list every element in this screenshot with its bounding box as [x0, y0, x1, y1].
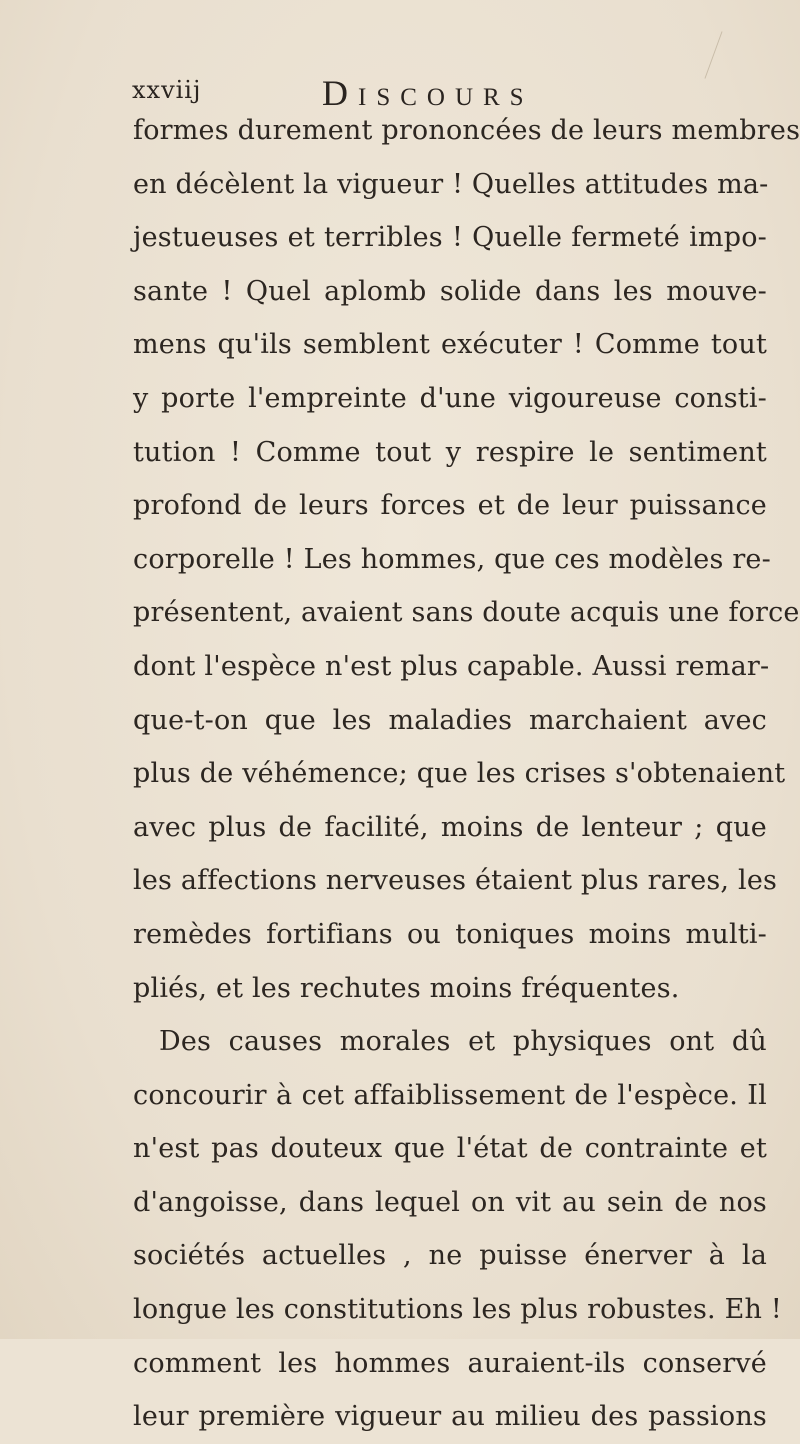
text-line: remèdes fortifians ou toniques moins multi-	[133, 918, 767, 950]
page-number: xxviij	[132, 76, 202, 104]
text-line: en décèlent la vigueur ! Quelles attitudes ma-	[133, 168, 769, 200]
running-head: Discours	[322, 73, 534, 113]
body-text	[133, 104, 800, 1444]
text-line: que-t-on que les maladies marchaient avec	[133, 704, 767, 736]
text-line: profond de leurs forces et de leur puissance	[133, 490, 767, 522]
text-line: plus de véhémence; que les crises s'obtenaient	[133, 758, 786, 790]
text-line: dont l'espèce n'est plus capable. Aussi remar-	[133, 650, 770, 682]
text-line: les affections nerveuses étaient plus rares, les	[133, 865, 778, 897]
text-line: avec plus de facilité, moins de lenteur ; que	[133, 811, 767, 843]
text-line: mens qu'ils semblent exécuter ! Comme tout	[133, 329, 767, 361]
text-line: sante ! Quel aplomb solide dans les mouve-	[133, 275, 767, 307]
text-line: longue les constitutions les plus robustes. Eh !	[133, 1294, 782, 1326]
text-line: sociétés actuelles , ne puisse énerver à la	[133, 1240, 767, 1272]
margin-mark	[704, 31, 722, 78]
text-line: concourir à cet affaiblissement de l'espèce. Il	[133, 1079, 767, 1111]
text-line: jestueuses et terribles ! Quelle fermeté impo-	[133, 222, 767, 254]
text-line: d'angoisse, dans lequel on vit au sein de nos	[133, 1186, 767, 1218]
text-line: corporelle ! Les hommes, que ces modèles re-	[133, 543, 771, 575]
text-line: y porte l'empreinte d'une vigoureuse consti-	[133, 382, 767, 414]
text-line: pliés, et les rechutes moins fréquentes.	[133, 972, 680, 1004]
text-line: présentent, avaient sans doute acquis une force	[133, 597, 800, 629]
text-line: Des causes morales et physiques ont dû	[159, 1026, 767, 1058]
text-line: tution ! Comme tout y respire le sentiment	[133, 436, 767, 468]
text-line: comment les hommes auraient-ils conservé	[133, 1347, 767, 1379]
text-line: formes durement prononcées de leurs membres	[133, 115, 800, 146]
text-line: n'est pas douteux que l'état de contrainte et	[133, 1133, 767, 1165]
text-line: leur première vigueur au milieu des passions	[133, 1401, 767, 1433]
